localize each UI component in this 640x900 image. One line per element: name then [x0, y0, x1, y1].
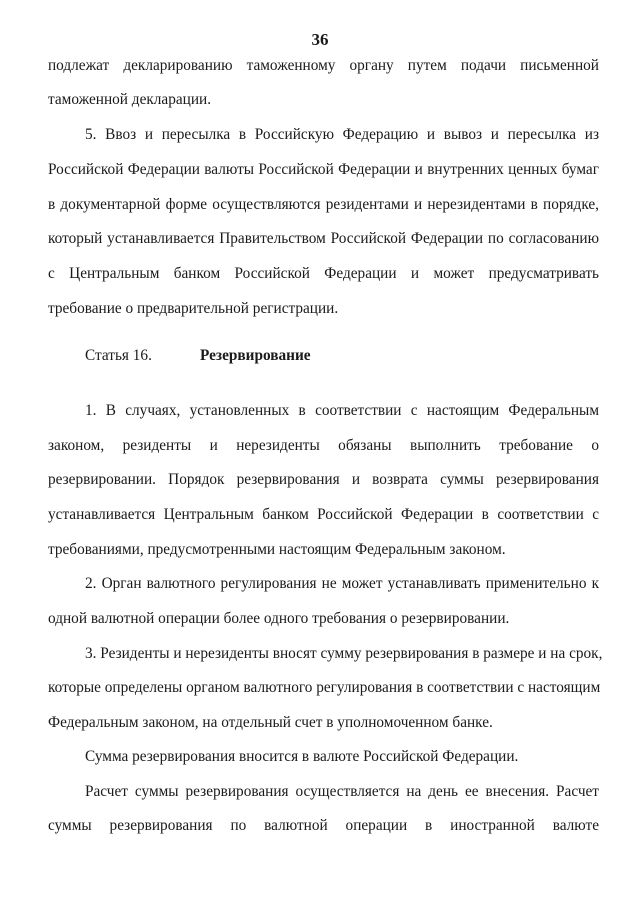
paragraph-line: таможенной декларации.: [48, 91, 212, 108]
paragraph-line: которые определены органом валютного регулирования в соответствии с настоящим: [48, 679, 601, 696]
paragraph-line: 3. Резиденты и нерезиденты вносят сумму резервирования в размере и на срок,: [85, 645, 603, 662]
paragraph-line: 2. Орган валютного регулирования не может устанавливать применительно к: [85, 575, 599, 592]
page-number: 36: [311, 30, 329, 49]
paragraph-line: Федеральным законом, на отдельный счет в уполномоченном банке.: [48, 714, 493, 731]
paragraph-line: резервировании. Порядок резервирования и возврата суммы резервирования: [48, 471, 599, 488]
paragraph-line: 1. В случаях, установленных в соответствии с настоящим Федеральным: [85, 402, 599, 419]
paragraph-line: требованиями, предусмотренными настоящим Федеральным законом.: [48, 541, 506, 558]
paragraph-line: устанавливается Центральным банком Российской Федерации в соответствии с: [48, 506, 599, 523]
paragraph-line: суммы резервирования по валютной операции в иностранной валюте: [48, 817, 599, 834]
paragraph-line: Российской Федерации валюты Российской Федерации и внутренних ценных бумаг: [48, 161, 599, 178]
paragraph-line: в документарной форме осуществляются резидентами и нерезидентами в порядке,: [48, 196, 599, 213]
paragraph-line: с Центральным банком Российской Федерации и может предусматривать: [48, 265, 599, 282]
paragraph-line: Сумма резервирования вносится в валюте Российской Федерации.: [85, 748, 519, 765]
paragraph-line: 5. Ввоз и пересылка в Российскую Федерацию и вывоз и пересылка из: [85, 126, 599, 143]
paragraph-line: Расчет суммы резервирования осуществляется на день ее внесения. Расчет: [85, 783, 599, 800]
paragraph-line: одной валютной операции более одного требования о резервировании.: [48, 610, 510, 627]
paragraph-line: законом, резиденты и нерезиденты обязаны выполнить требование о: [48, 437, 599, 454]
article-number: Статья 16.: [85, 347, 152, 364]
article-heading: [85, 346, 311, 366]
paragraph-line: который устанавливается Правительством Российской Федерации по согласованию: [48, 230, 599, 247]
paragraph-line: подлежат декларированию таможенному органу путем подачи письменной: [48, 57, 599, 74]
article-title: Резервирование: [200, 347, 311, 364]
paragraph-line: требование о предварительной регистрации.: [48, 300, 339, 317]
